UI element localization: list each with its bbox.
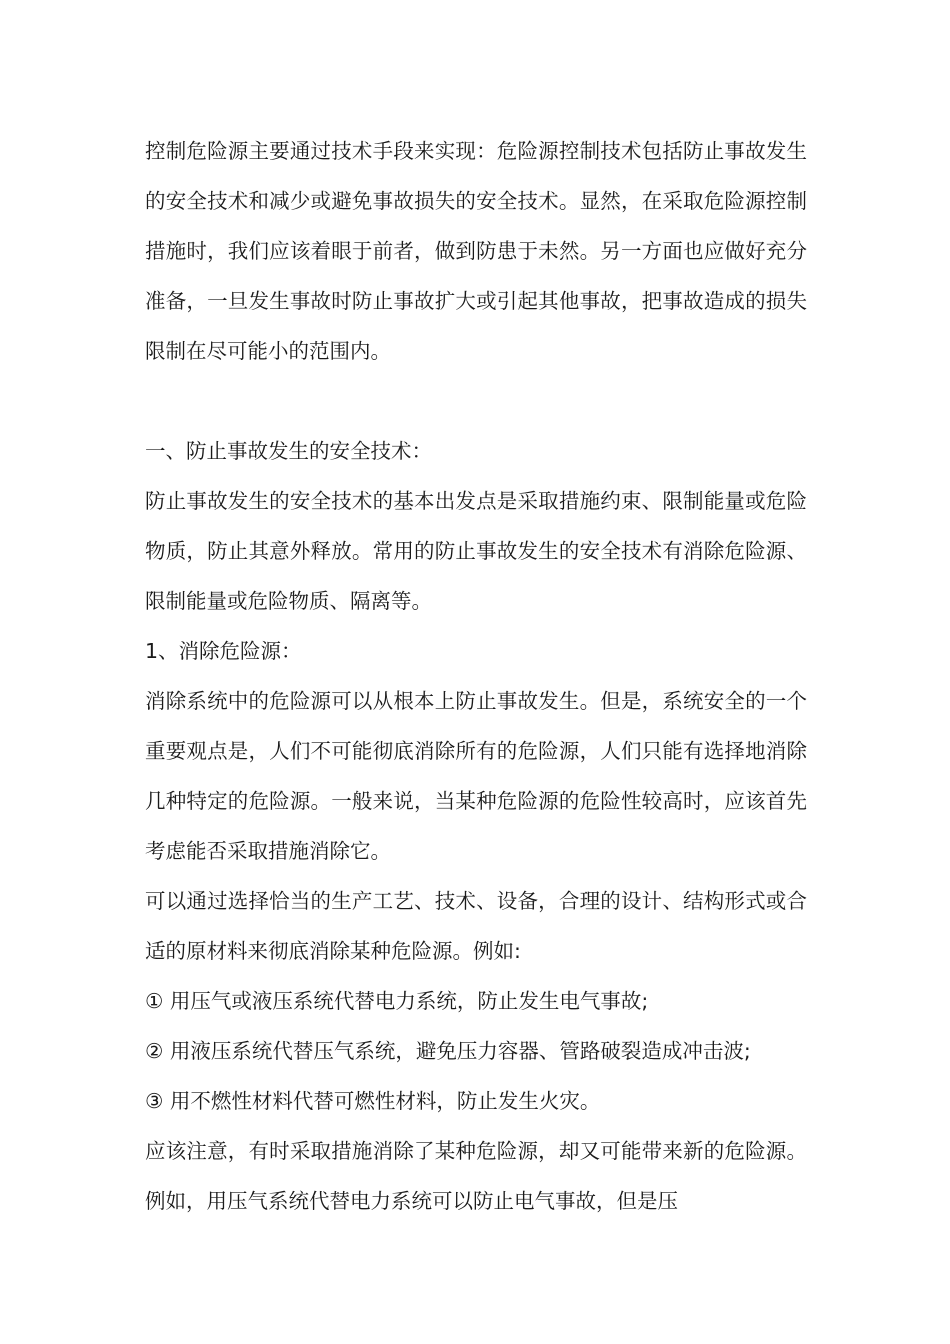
example-item-1: ① 用压气或液压系统代替电力系统，防止发生电气事故; [145, 989, 649, 1013]
intro-paragraph: 控制危险源主要通过技术手段来实现：危险源控制技术包括防止事故发生的安全技术和减少或避免事故损失的安全技术。显然，在采取危险源控制措施时，我们应该着眼于前者，做到防患于未然。另一方面也应做好充分准备，一旦发生事故时防止事故扩大或引起其他事故，把事故造成的损失限制在尽可能小的范围内。 [145, 139, 807, 363]
note-paragraph: 应该注意，有时采取措施消除了某种危险源，却又可能带来新的危险源。例如，用压气系统代替电力系统可以防止电气事故，但是压 [145, 1139, 807, 1213]
example-item-3: ③ 用不燃性材料代替可燃性材料，防止发生火灾。 [145, 1089, 601, 1113]
examples-intro-paragraph: 可以通过选择恰当的生产工艺、技术、设备，合理的设计、结构形式或合适的原材料来彻底消除某种危险源。例如: [145, 889, 807, 963]
subsection-heading: 1、消除危险源： [145, 639, 302, 663]
document-body [145, 126, 807, 1226]
subsection-paragraph: 消除系统中的危险源可以从根本上防止事故发生。但是，系统安全的一个重要观点是，人们不可能彻底消除所有的危险源，人们只能有选择地消除几种特定的危险源。一般来说，当某种危险源的危险性较高时，应该首先考虑能否采取措施消除它。 [145, 689, 807, 863]
paragraph-spacer [145, 376, 807, 426]
section-heading: 一、防止事故发生的安全技术： [145, 439, 432, 463]
section-paragraph: 防止事故发生的安全技术的基本出发点是采取措施约束、限制能量或危险物质，防止其意外释放。常用的防止事故发生的安全技术有消除危险源、限制能量或危险物质、隔离等。 [145, 489, 807, 613]
example-item-2: ② 用液压系统代替压气系统，避免压力容器、管路破裂造成冲击波; [145, 1039, 751, 1063]
